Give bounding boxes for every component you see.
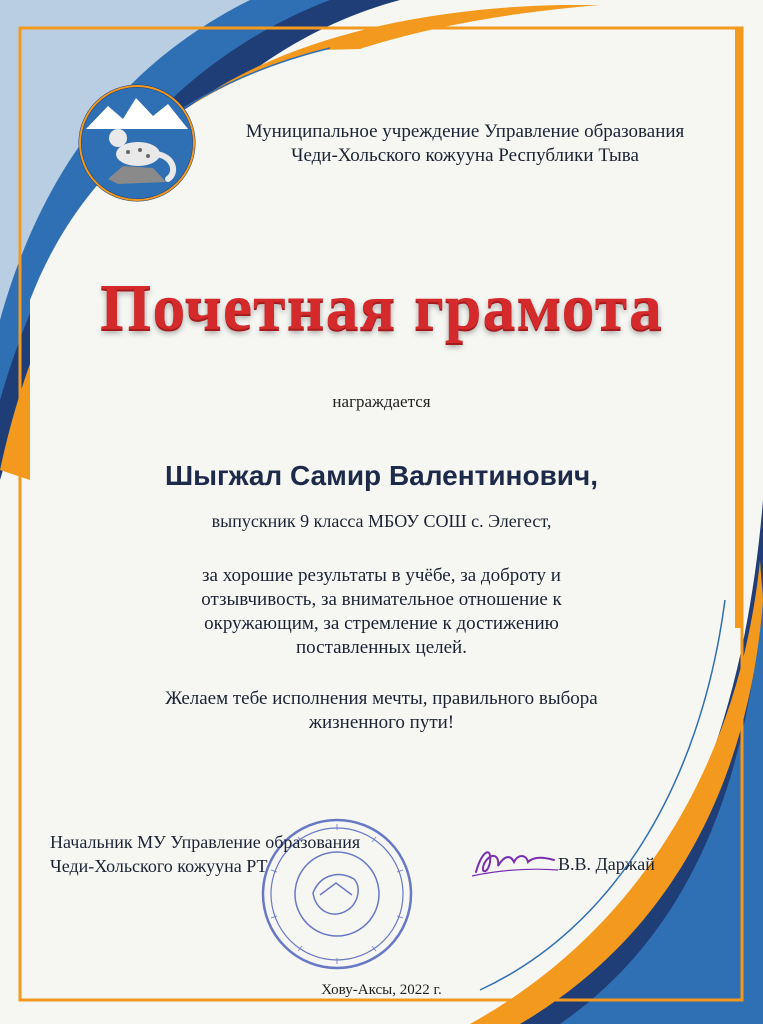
reason-line: окружающим, за стремление к достижению [204, 613, 559, 634]
reason-line: отзывчивость, за внимательное отношение к [201, 589, 562, 610]
wish-line: жизненного пути! [308, 712, 455, 733]
reason-text [0, 564, 763, 660]
place-and-date: Хову-Аксы, 2022 г. [321, 982, 442, 998]
certificate-title: Почетная грамота [100, 271, 663, 344]
emblem-snow-leopard-icon [78, 84, 196, 202]
wish-text [0, 687, 763, 735]
handwritten-signature [470, 840, 560, 880]
organization-name-line1: Муниципальное учреждение Управление образования [245, 121, 685, 142]
organization-name-line2: Чеди-Хольского кожууна Республики Тыва [291, 145, 639, 166]
signatory-role-line2: Чеди-Хольского кожууна РТ [50, 856, 268, 876]
signatory-role-line1: Начальник МУ Управление образования [50, 832, 361, 852]
awarded-label: награждается [332, 392, 431, 411]
wish-line: Желаем тебе исполнения мечты, правильного выбора [165, 688, 598, 709]
reason-line: поставленных целей. [296, 637, 467, 658]
recipient-description: выпускник 9 класса МБОУ СОШ с. Элегест, [211, 511, 552, 531]
reason-line: за хорошие результаты в учёбе, за доброту и [202, 565, 561, 586]
recipient-name: Шыгжал Самир Валентинович, [164, 460, 599, 491]
signatory-name: В.В. Даржай [558, 854, 655, 874]
